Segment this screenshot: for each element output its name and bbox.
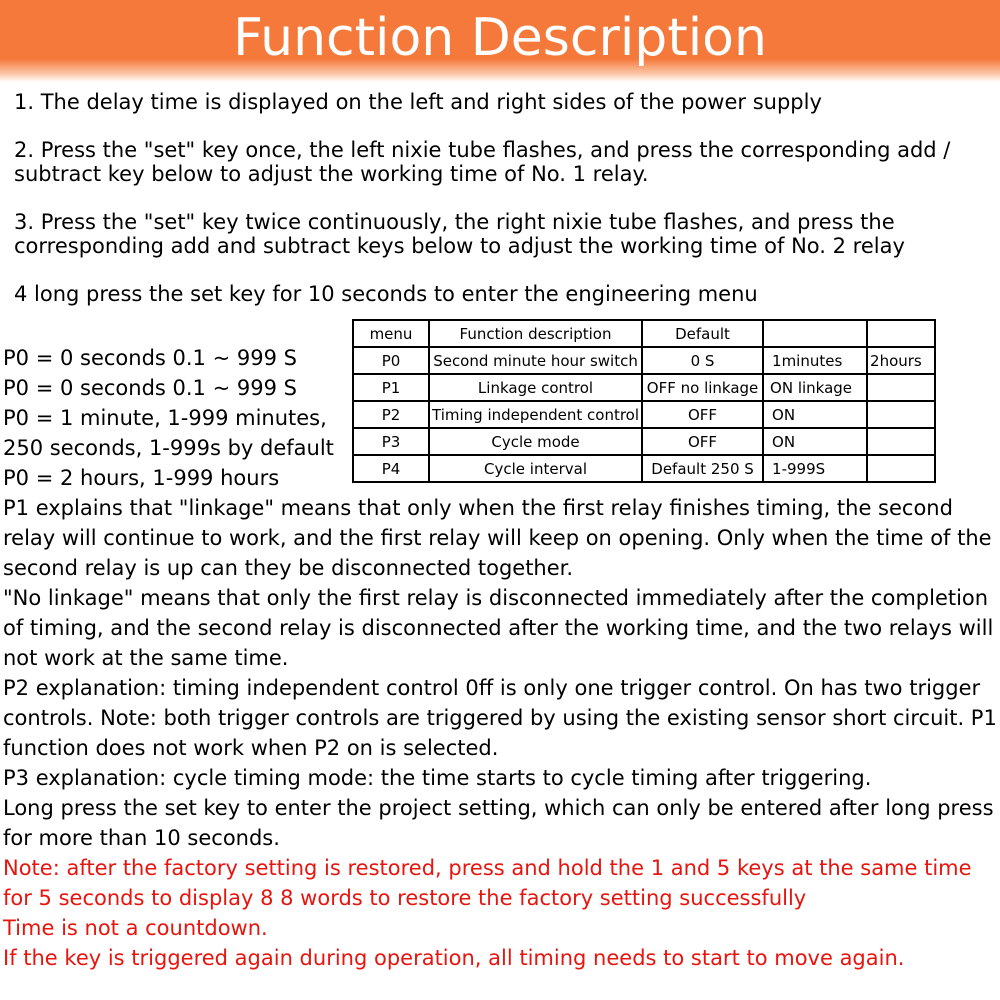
table-cell: OFF [642, 401, 763, 428]
retrigger-note: If the key is triggered again during operation, all timing needs to start to move again. [3, 946, 905, 970]
p0-line: P0 = 1 minute, 1-999 minutes, [3, 406, 327, 430]
table-cell: ON [763, 401, 867, 428]
table-header-cell: Default [642, 320, 763, 347]
table-cell: 2hours [867, 347, 935, 374]
table-cell: Cycle interval [429, 455, 642, 482]
p1-linkage-explanation: P1 explains that "linkage" means that only when the first relay finishes timing, the second relay will continue to work, and the first relay will keep on opening. Only when the time of the second relay is up can they be disconnected together. [3, 496, 992, 580]
table-cell [867, 455, 935, 482]
table-cell: P4 [353, 455, 429, 482]
table-header-cell [867, 320, 935, 347]
table-cell: 0 S [642, 347, 763, 374]
table-cell: 1minutes [763, 347, 867, 374]
table-header-cell: menu [353, 320, 429, 347]
p2-explanation: P2 explanation: timing independent control 0ff is only one trigger control. On has two trigger controls. Note: both trigger controls are triggered by using the existing sensor short circuit. P1 function does not work when P2 on is selected. [3, 676, 997, 760]
table-row [353, 455, 935, 482]
title-banner [0, 0, 1000, 82]
countdown-note: Time is not a countdown. [3, 916, 268, 940]
table-header-cell [763, 320, 867, 347]
table-cell: Default 250 S [642, 455, 763, 482]
table-cell: Cycle mode [429, 428, 642, 455]
page-title: Function Description [233, 8, 767, 68]
table-cell: P3 [353, 428, 429, 455]
table-cell: Second minute hour switch [429, 347, 642, 374]
table-cell: P0 [353, 347, 429, 374]
table-cell [867, 401, 935, 428]
table-cell: P1 [353, 374, 429, 401]
engineering-menu-table [352, 319, 936, 483]
step-2: 2. Press the "set" key once, the left nixie tube flashes, and press the corresponding add / subtract key below to adjust the working time of No. 1 relay. [14, 138, 951, 186]
table-cell: OFF no linkage [642, 374, 763, 401]
table-cell: ON linkage [763, 374, 867, 401]
p0-line: P0 = 0 seconds 0.1 ~ 999 S [3, 376, 297, 400]
explanation-section [3, 493, 998, 973]
table-row [353, 428, 935, 455]
p0-settings-list [3, 343, 348, 493]
table-header-cell: Function description [429, 320, 642, 347]
table-cell: Timing independent control [429, 401, 642, 428]
table-cell [867, 374, 935, 401]
table-row [353, 401, 935, 428]
table-cell: ON [763, 428, 867, 455]
step-4: 4 long press the set key for 10 seconds to enter the engineering menu [14, 282, 758, 306]
project-setting-note: Long press the set key to enter the project setting, which can only be entered after long press for more than 10 seconds. [3, 796, 994, 850]
p0-line: P0 = 0 seconds 0.1 ~ 999 S [3, 346, 297, 370]
table-cell: 1-999S [763, 455, 867, 482]
step-1: 1. The delay time is displayed on the left and right sides of the power supply [14, 90, 822, 114]
no-linkage-explanation: "No linkage" means that only the first relay is disconnected immediately after the completion of timing, and the second relay is disconnected after the working time, and the two relays will not work at the same time. [3, 586, 994, 670]
table-cell: Linkage control [429, 374, 642, 401]
p3-explanation: P3 explanation: cycle timing mode: the time starts to cycle timing after triggering. [3, 766, 872, 790]
p0-line: P0 = 2 hours, 1-999 hours [3, 466, 280, 490]
table-cell [867, 428, 935, 455]
table-row [353, 374, 935, 401]
step-3: 3. Press the "set" key twice continuously, the right nixie tube flashes, and press the corresponding add and subtract keys below to adjust the working time of No. 2 relay [14, 210, 905, 258]
table-cell: OFF [642, 428, 763, 455]
table-row [353, 347, 935, 374]
table-header-row [353, 320, 935, 347]
table-cell: P2 [353, 401, 429, 428]
factory-reset-note: Note: after the factory setting is restored, press and hold the 1 and 5 keys at the same time for 5 seconds to display 8 8 words to restore the factory setting successfully [3, 856, 972, 910]
p0-line: 250 seconds, 1-999s by default [3, 436, 334, 460]
